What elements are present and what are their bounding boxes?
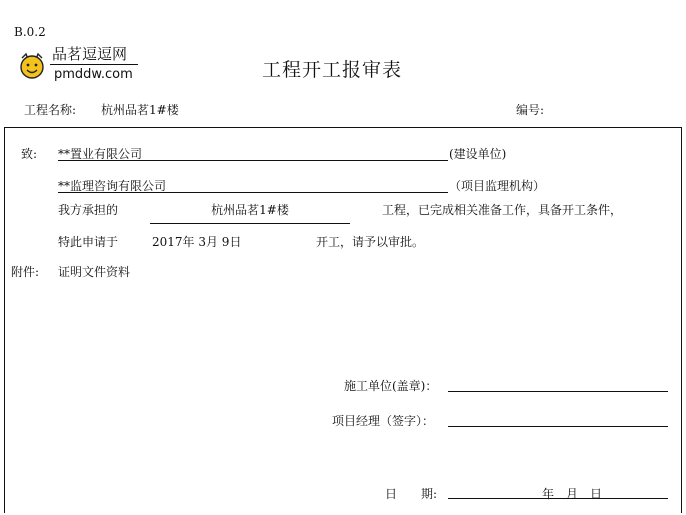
apply-date: 2017年 3月 9日: [152, 235, 242, 249]
apply-prefix: 特此申请于: [58, 235, 119, 249]
logo-divider: [50, 64, 138, 65]
date-label: 日 期:: [385, 487, 438, 501]
project-name-label: 工程名称:: [24, 103, 77, 117]
owner-role: (建设单位): [449, 147, 507, 161]
attachment-label: 附件:: [11, 265, 40, 279]
supervisor-role: （项目监理机构）: [449, 179, 546, 193]
attachment-value: 证明文件资料: [58, 265, 131, 279]
to-label: 致:: [21, 147, 38, 161]
supervisor-name: **监理咨询有限公司: [58, 177, 448, 193]
project-number-label: 编号:: [516, 103, 545, 117]
date-field[interactable]: 年 月 日: [448, 485, 668, 499]
logo: [16, 50, 48, 86]
logo-domain: pmddw.com: [54, 67, 133, 82]
contractor-label: 施工单位(盖章)：: [344, 379, 438, 393]
commit-project: 杭州品茗1#楼: [150, 201, 350, 224]
logo-name: 品茗逗逗网: [52, 45, 128, 63]
project-name-value: 杭州品茗1#楼: [101, 103, 179, 117]
smiley-mascot-icon: [16, 50, 48, 82]
commit-prefix: 我方承担的: [58, 203, 119, 217]
contractor-field[interactable]: [448, 377, 668, 392]
form-code: B.0.2: [14, 25, 46, 39]
commit-suffix: 工程，已完成相关准备工作，具备开工条件，: [382, 203, 623, 217]
manager-label: 项目经理（签字）：: [332, 414, 435, 428]
manager-field[interactable]: [448, 412, 668, 427]
owner-name: **置业有限公司: [58, 145, 448, 161]
page-title: 工程开工报审表: [262, 59, 403, 81]
apply-suffix: 开工，请予以审批。: [316, 235, 425, 249]
